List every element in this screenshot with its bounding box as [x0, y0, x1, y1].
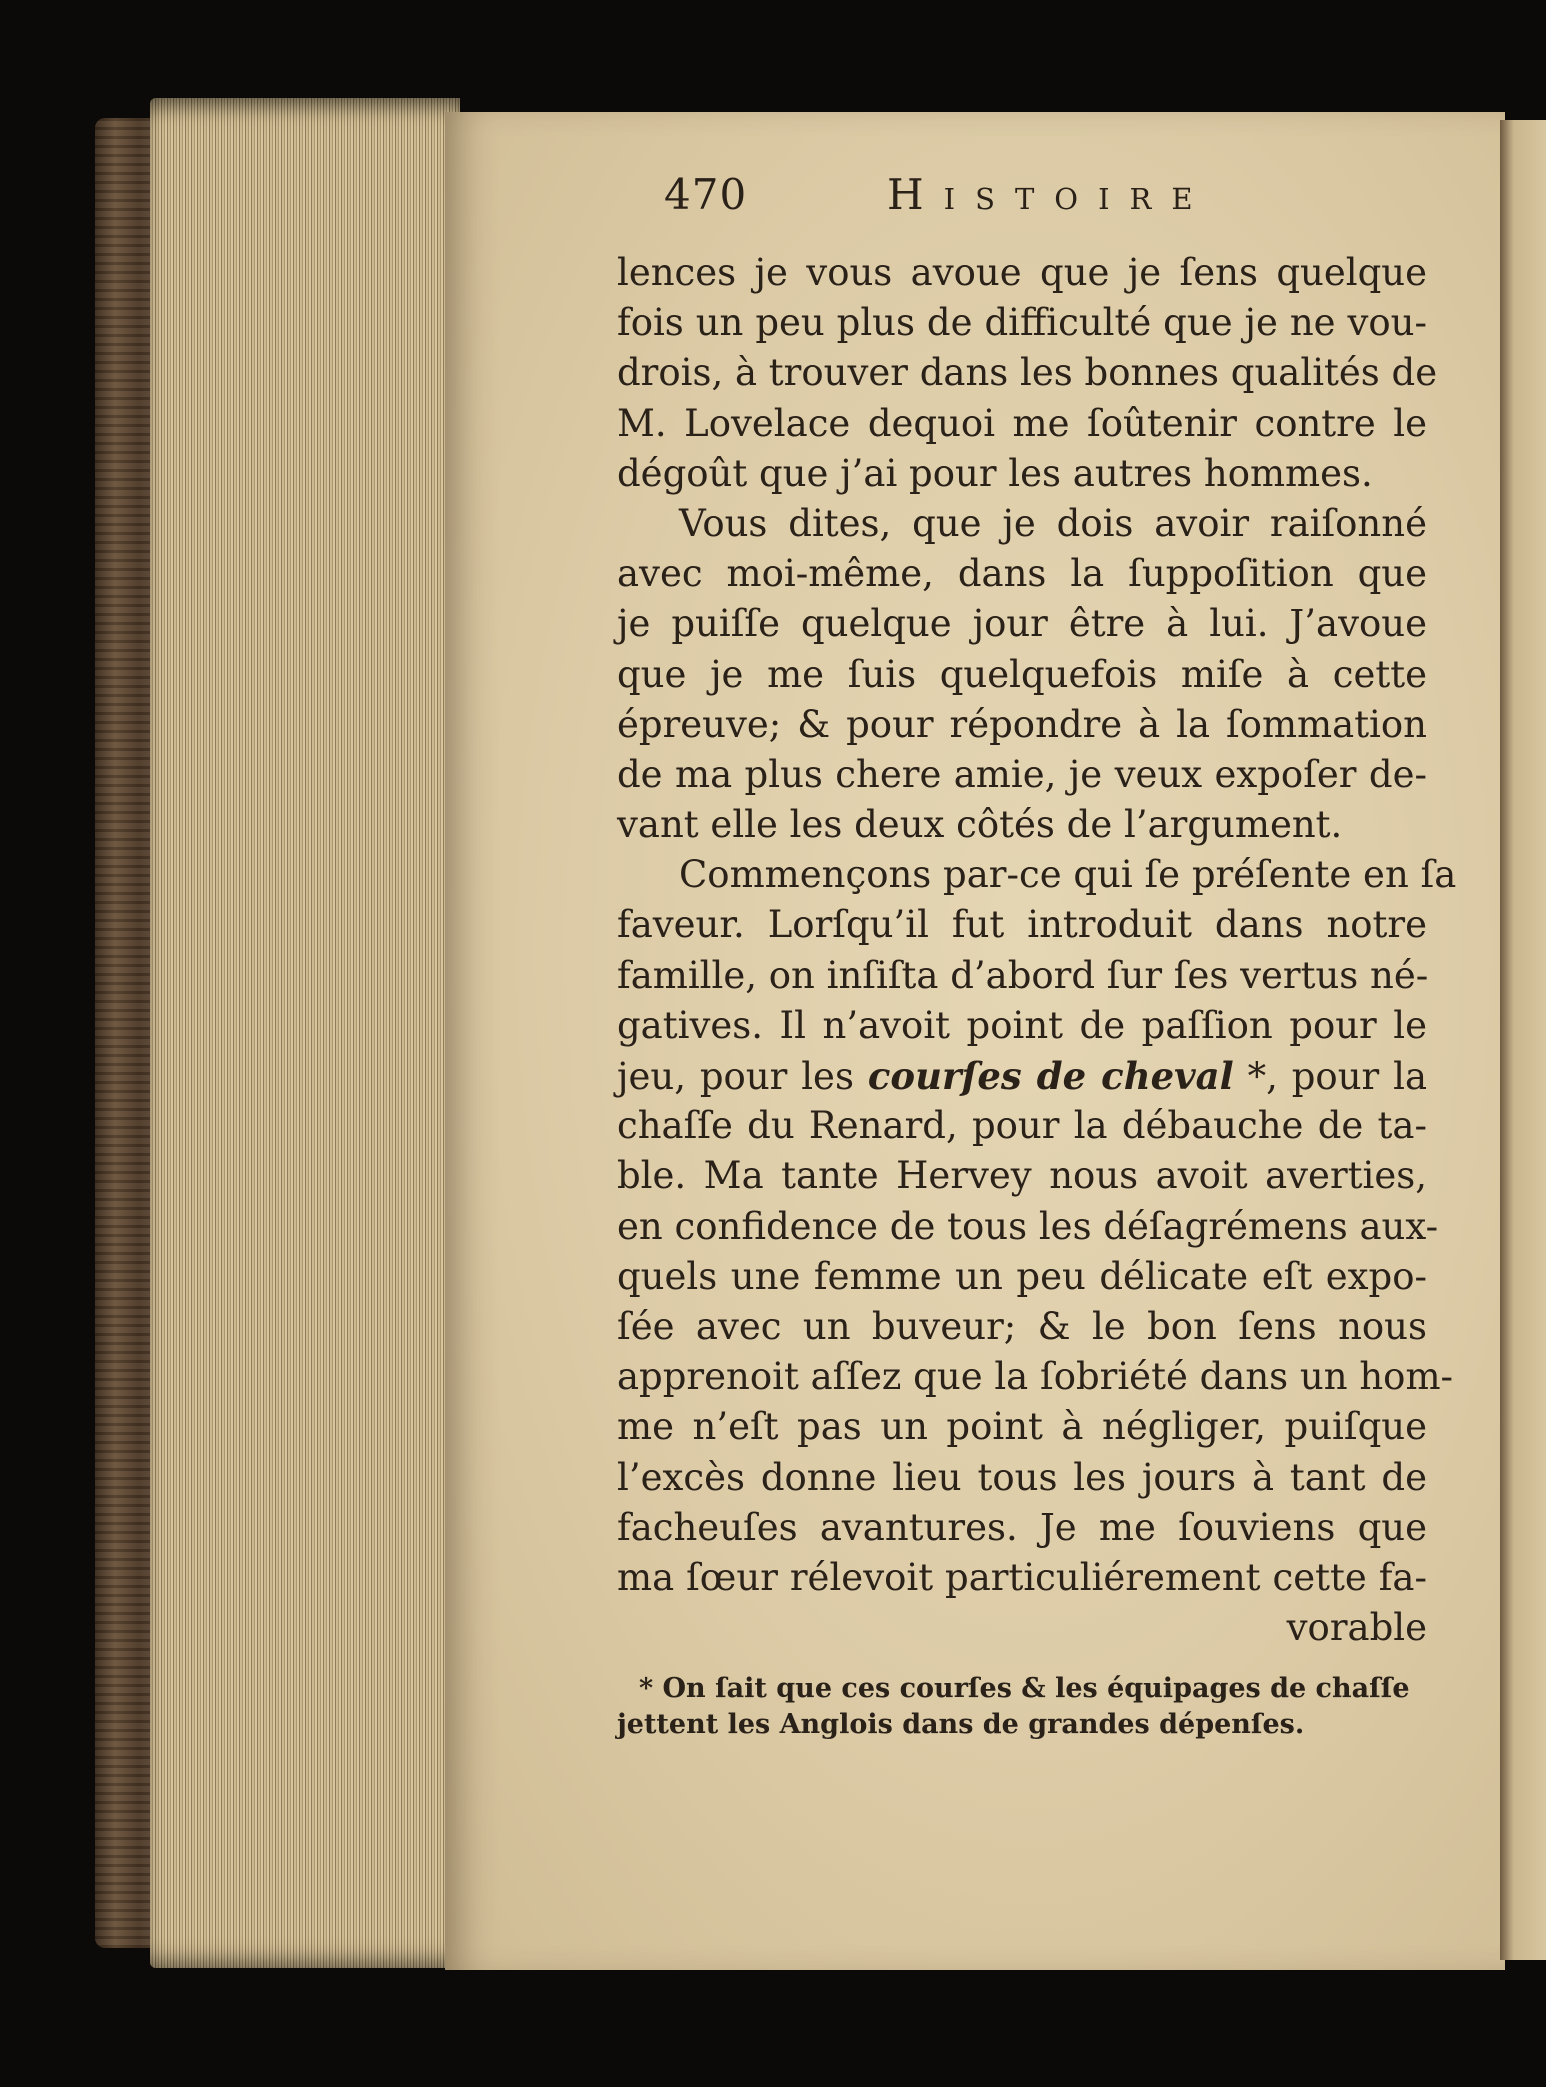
- text-line: de ma plus chere amie, je veux expoſer de-: [617, 752, 1427, 796]
- text-line: lences je vous avoue que je ſens quelque: [617, 251, 1427, 294]
- text-line: fois un peu plus de difficulté que je ne vou-: [617, 301, 1427, 345]
- italic-term: courſes de cheval: [867, 1054, 1234, 1098]
- text-line: famille, on inſiſta d’abord ſur ſes vertus né-: [617, 953, 1429, 997]
- text-line: M. Lovelace dequoi me ſoûtenir contre le: [617, 401, 1427, 445]
- body-text: [617, 248, 1457, 1653]
- footnote: [617, 1671, 1427, 1743]
- text-line: facheuſes avantures. Je me ſouviens que: [617, 1505, 1427, 1549]
- text-line: quels une femme un peu délicate eſt expo-: [617, 1254, 1427, 1298]
- page-text: [617, 170, 1457, 1743]
- text-line: dégoût que j’ai pour les autres hommes.: [617, 451, 1373, 495]
- text-line: ma ſœur rélevoit particuliérement cette fa-: [617, 1555, 1427, 1599]
- text-line-mixed: [617, 1051, 1427, 1101]
- text-line: faveur. Lorſqu’il fut introduit dans notre: [617, 903, 1427, 947]
- text-line: apprenoit aſſez que la ſobriété dans un hom-: [617, 1355, 1454, 1399]
- facing-page-edge: [1500, 120, 1546, 1960]
- page-header: [617, 170, 1427, 240]
- text-segment: *, pour la: [1247, 1055, 1428, 1098]
- text-line: gatives. Il n’avoit point de paſſion pour le: [617, 1003, 1427, 1047]
- text-line: chaſſe du Renard, pour la débauche de ta-: [617, 1104, 1427, 1148]
- text-line: vant elle les deux côtés de l’argument.: [617, 803, 1343, 847]
- page-edges: [150, 98, 460, 1968]
- text-line: que je me ſuis quelquefois miſe à cette: [617, 652, 1427, 696]
- text-line: en confidence de tous les déſagrémens aux-: [617, 1204, 1439, 1248]
- text-line: l’excès donne lieu tous les jours à tant de: [617, 1455, 1427, 1499]
- text-line: me n’eſt pas un point à négliger, puiſque: [617, 1405, 1427, 1449]
- text-segment: jeu, pour les: [617, 1055, 854, 1098]
- text-line: je puiſſe quelque jour être à lui. J’avoue: [617, 602, 1427, 646]
- footnote-line: jettent les Anglois dans de grandes dépenſes.: [617, 1709, 1305, 1741]
- text-line: épreuve; & pour répondre à la ſommation: [617, 702, 1427, 746]
- text-line: Commençons par-ce qui ſe préſente en ſa: [679, 853, 1457, 897]
- footnote-line: * On ſait que ces courſes & les équipages de chaſſe: [639, 1673, 1410, 1705]
- running-title: Histoire: [887, 170, 1213, 219]
- page-number: 470: [664, 170, 748, 219]
- text-line: Vous dites, que je dois avoir raiſonné: [679, 501, 1427, 545]
- text-line: avec moi-même, dans la ſuppoſition que: [617, 552, 1427, 596]
- text-line: ble. Ma tante Hervey nous avoit averties,: [617, 1154, 1427, 1198]
- text-line: ſée avec un buveur; & le bon ſens nous: [617, 1304, 1427, 1348]
- text-line: drois, à trouver dans les bonnes qualités de: [617, 351, 1438, 395]
- catchword: vorable: [1286, 1606, 1427, 1650]
